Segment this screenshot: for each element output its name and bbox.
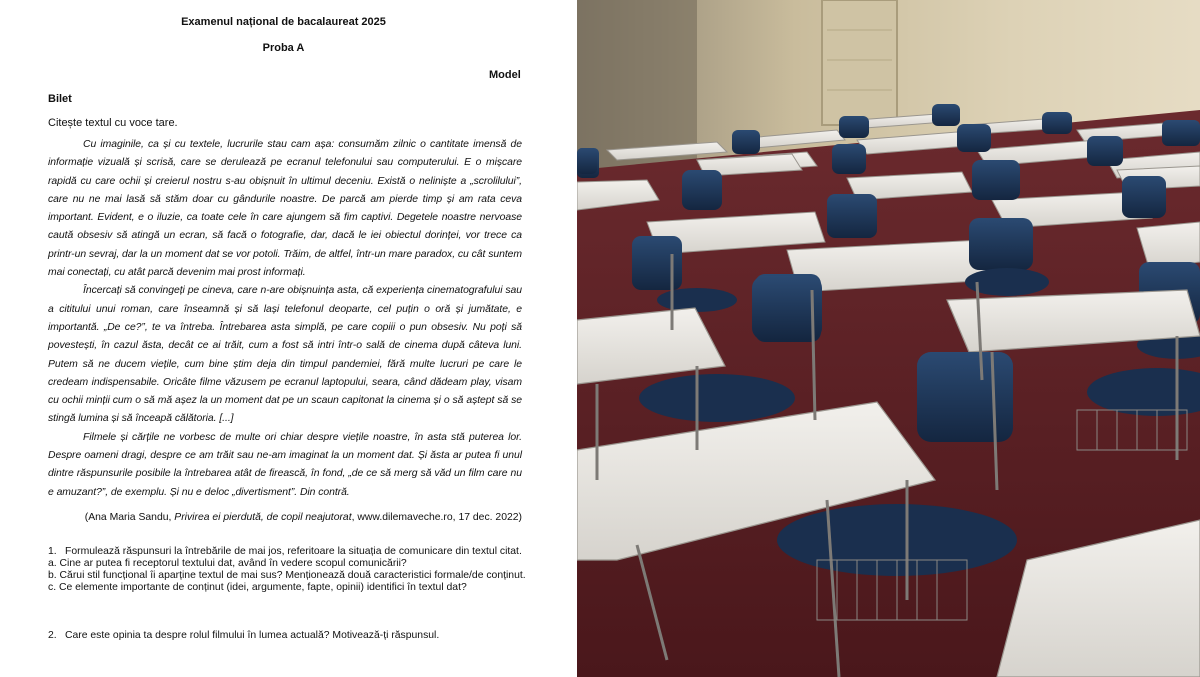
citation-suffix: , www.dilemaveche.ro, 17 dec. 2022) (351, 512, 522, 523)
exam-document (0, 0, 577, 677)
text-paragraph-1: Cu imaginile, ca și cu textele, lucrurile stau cam așa: consumăm zilnic o cantitate imensă de informație vizuală și scrisă, care se derulează pe ecranul telefonului sau computerului. E o mișcare rapidă cu care ochii și creierul nostru s-au obișnuit în ultimul deceniu. Există o neliniște a „scrolilului”, care nu ne mai lasă să stăm doar cu gândurile noastre. De parcă am pierde timp și am rata ceva important. Evident, e o iluzie, ca toate cele în care ajungem să fim captivi. Degetele noastre nervoase caută obsesiv să atingă un ecran, să facă o fotografie, dar, dacă le iei obiectul dorinței, vor trece ca printr-un sevraj, dar la un moment dat se vor potoli. Trăim, de altfel, într-un mare paradox, cu cât suntem mai conectați, cu atât parcă devenim mai prost informați. (48, 139, 522, 279)
text-paragraph-3: Filmele și cărțile ne vorbesc de multe ori chiar despre viețile noastre, în asta stă puterea lor. Despre oameni dragi, despre ce am trăit sau ne-am imaginat la un moment dat. Și ăsta ar putea fi unul dintre răspunsurile posibile la întrebarea atât de firească, în fond, „de ce să merg să văd un film care nu e amuzant?”, de exemplu. Și nu e deloc „divertisment”. Din contră. (48, 431, 522, 498)
question-2-number: 2. (48, 630, 57, 641)
text-paragraph-2: Încercați să convingeți pe cineva, care n-are obișnuința asta, că experiența cinematografului sau a cititului unui roman, care înseamnă și să lași telefonul deoparte, cel puțin o oră și jumătate, e importantă. „De ce?”, te va întreba. Întrebarea asta simplă, pe care copiii o pun obsesiv. Nu poți să povestești, în cazul ăsta, decât ce ai trăit, cum a fost să intri într-o sală de cinema după câteva luni. Putem să ne ducem viețile, cum bine știm deja din timpul pandemiei, fără multe lucruri pe care le credeam indispensabile. Oricâte filme văzusem pe ecranul laptopului, seara, când dădeam play, visam cu ochii minții cum o să mă așez la un moment dat pe un scaun capitonat la cinema și o să aștept să se stingă lumina și să înceapă călătoria. [...] (48, 285, 522, 425)
bilet-label: Bilet (48, 93, 72, 105)
model-label: Model (489, 69, 521, 81)
reading-text (48, 136, 522, 502)
question-2 (48, 630, 528, 641)
question-1-a: a. Cine ar putea fi receptorul textului dat, având în vedere scopul comunicării? (48, 558, 407, 569)
question-1 (48, 546, 528, 594)
citation-work: Privirea ei pierdută, de copil neajutorat (174, 512, 352, 523)
reading-instruction: Citește textul cu voce tare. (48, 117, 178, 129)
question-1-c: c. Ce elemente importante de conținut (idei, argumente, fapte, opinii) identifici în textul dat? (48, 582, 467, 593)
classroom-photo (577, 0, 1200, 677)
question-2-text: Care este opinia ta despre rolul filmului în lumea actuală? Motivează-ți răspunsul. (65, 630, 440, 641)
question-1-text: Formulează răspunsuri la întrebările de mai jos, referitoare la situația de comunicare din textul citat. (65, 546, 522, 557)
question-1-number: 1. (48, 546, 57, 557)
classroom-illustration (577, 0, 1200, 677)
citation-prefix: (Ana Maria Sandu, (84, 512, 175, 523)
question-1-b: b. Cărui stil funcțional îi aparține textul de mai sus? Menționează două caracteristici formale/de conținut. (48, 570, 526, 581)
exam-title: Examenul național de bacalaureat 2025 (181, 16, 386, 28)
exam-subtitle: Proba A (262, 42, 305, 54)
source-citation (48, 512, 522, 523)
